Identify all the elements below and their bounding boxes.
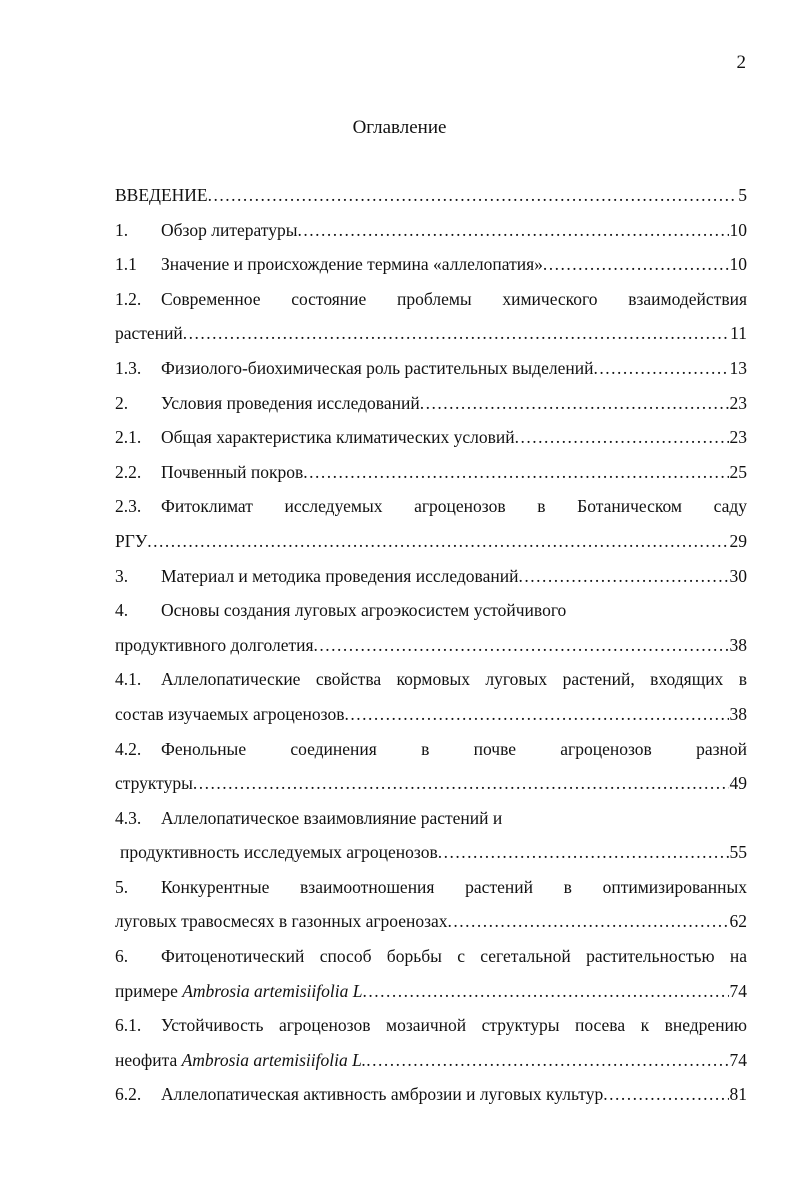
- toc-entry-1-1: [115, 247, 747, 282]
- toc-entry-page: 10: [729, 219, 747, 240]
- toc-entry-label: Современное состояние проблемы химического взаимодействия: [161, 288, 747, 309]
- toc-entry-page: 55: [729, 842, 747, 863]
- toc-entry-5: [115, 870, 747, 905]
- toc-entry-label: Значение и происхождение термина «аллелопатия»: [161, 254, 543, 275]
- toc-entry-page: 81: [729, 1084, 747, 1105]
- toc-entry-2-3: [115, 489, 747, 524]
- toc-entry-5-cont: [115, 904, 747, 939]
- toc-entry-1-2-cont: [115, 316, 747, 351]
- toc-entry-page: 74: [729, 980, 747, 1001]
- toc-title: Оглавление: [352, 117, 447, 138]
- toc-entry-label-cont: неофита: [115, 1049, 178, 1070]
- toc-entry-label: Основы создания луговых агроэкосистем устойчивого: [161, 600, 567, 621]
- toc-entry-page: 13: [729, 357, 747, 378]
- toc-entry-label: Аллелопатические свойства кормовых луговых растений, входящих в: [161, 669, 747, 690]
- toc-entry-number: 1.3.: [115, 357, 142, 378]
- toc-entry-number: 2.3.: [115, 496, 142, 517]
- toc-entry-label-cont: состав изучаемых агроценозов: [115, 703, 345, 724]
- toc-entry-number: 1.: [115, 219, 129, 240]
- toc-entry-label-cont: продуктивность исследуемых агроценозов: [120, 842, 438, 863]
- toc-entry-label: Обзор литературы: [161, 219, 298, 240]
- toc-entry-number: 6.1.: [115, 1015, 142, 1036]
- toc-entry-number: 5.: [115, 876, 129, 897]
- toc-entry-number: 4.3.: [115, 807, 142, 828]
- toc-entry-6-1: [115, 1008, 747, 1043]
- toc-entry-label: Общая характеристика климатических условий: [161, 427, 515, 448]
- toc-entry-number: 4.2.: [115, 738, 142, 759]
- toc-entry-4-3-cont: [115, 835, 747, 870]
- toc-entry-6-cont: [115, 974, 747, 1009]
- toc-entry-page: 5: [738, 185, 747, 205]
- toc-entry-label: Аллелопатическая активность амброзии и луговых культур: [161, 1084, 604, 1105]
- toc-entry-label: Физиолого-биохимическая роль растительных выделений: [161, 357, 594, 378]
- toc-entry-introduction: [115, 178, 747, 213]
- toc-entry-2: [115, 386, 747, 421]
- toc-entry-number: 3.: [115, 565, 129, 586]
- toc-entry-4-2: [115, 732, 747, 767]
- toc-entry-4: [115, 593, 747, 628]
- toc-entry-label: Материал и методика проведения исследований: [161, 565, 519, 586]
- toc-entry-1: [115, 213, 747, 248]
- toc-entry-3: [115, 559, 747, 594]
- toc-entry-page: 23: [729, 427, 747, 448]
- toc-entry-page: 11: [730, 323, 747, 344]
- toc-entry-number: 4.: [115, 600, 129, 621]
- toc-entry-page: 74: [729, 1049, 747, 1070]
- toc-entry-4-1-cont: [115, 697, 747, 732]
- table-of-contents: [115, 178, 747, 1112]
- toc-entry-label: Конкурентные взаимоотношения растений в оптимизированных: [161, 876, 747, 897]
- toc-entry-page: 38: [729, 703, 747, 724]
- toc-entry-number: 2.1.: [115, 427, 142, 448]
- toc-entry-4-1: [115, 662, 747, 697]
- toc-entry-label: Устойчивость агроценозов мозаичной структуры посева к внедрению: [161, 1015, 747, 1036]
- toc-entry-label: Аллелопатическое взаимовлияние растений и: [161, 807, 503, 828]
- toc-entry-page: 10: [729, 254, 747, 275]
- toc-entry-species-name: Ambrosia artemisiifolia L: [182, 980, 363, 1001]
- toc-entry-species-name: Ambrosia artemisiifolia L.: [181, 1049, 367, 1070]
- toc-entry-number: 6.: [115, 946, 129, 967]
- toc-entry-page: 30: [729, 565, 747, 586]
- toc-entry-label: Фенольные соединения в почве агроценозов разной: [161, 738, 747, 759]
- toc-entry-label-cont: продуктивного долголетия: [115, 634, 314, 655]
- toc-entry-number: 1.1: [115, 254, 137, 275]
- toc-entry-page: 49: [729, 773, 747, 794]
- toc-entry-label: Почвенный покров: [161, 461, 304, 482]
- toc-entry-page: 62: [729, 911, 747, 932]
- toc-entry-label: Фитоклимат исследуемых агроценозов в Ботаническом саду: [161, 496, 747, 517]
- toc-entry-2-3-cont: [115, 524, 747, 559]
- toc-entry-page: 25: [729, 461, 747, 482]
- page-number: 2: [736, 52, 746, 73]
- toc-entry-label: Фитоценотический способ борьбы с сегетальной растительностью на: [161, 946, 747, 967]
- toc-entry-number: 6.2.: [115, 1084, 142, 1105]
- toc-entry-number: 2.2.: [115, 461, 142, 482]
- toc-entry-number: 2.: [115, 392, 129, 413]
- toc-entry-1-3: [115, 351, 747, 386]
- toc-entry-6: [115, 939, 747, 974]
- toc-entry-1-2: [115, 282, 747, 317]
- toc-entry-number: 4.1.: [115, 669, 142, 690]
- toc-entry-label-cont: структуры: [115, 773, 193, 794]
- toc-entry-6-2: [115, 1077, 747, 1112]
- toc-entry-page: 23: [729, 392, 747, 413]
- toc-entry-label-cont: примере: [115, 980, 178, 1001]
- toc-entry-4-2-cont: [115, 766, 747, 801]
- toc-entry-number: 1.2.: [115, 288, 142, 309]
- toc-entry-2-2: [115, 455, 747, 490]
- toc-entry-4-cont: [115, 628, 747, 663]
- toc-entry-page: 38: [729, 634, 747, 655]
- toc-entry-6-1-cont: [115, 1043, 747, 1078]
- toc-entry-4-3: [115, 801, 747, 836]
- toc-entry-label: ВВЕДЕНИЕ: [115, 185, 208, 205]
- toc-entry-label: Условия проведения исследований: [161, 392, 420, 413]
- toc-entry-page: 29: [729, 530, 747, 551]
- toc-entry-label-cont: РГУ: [115, 530, 148, 551]
- toc-entry-2-1: [115, 420, 747, 455]
- toc-entry-label-cont: растений: [115, 323, 183, 344]
- toc-entry-label-cont: луговых травосмесях в газонных агроенозах: [115, 911, 448, 932]
